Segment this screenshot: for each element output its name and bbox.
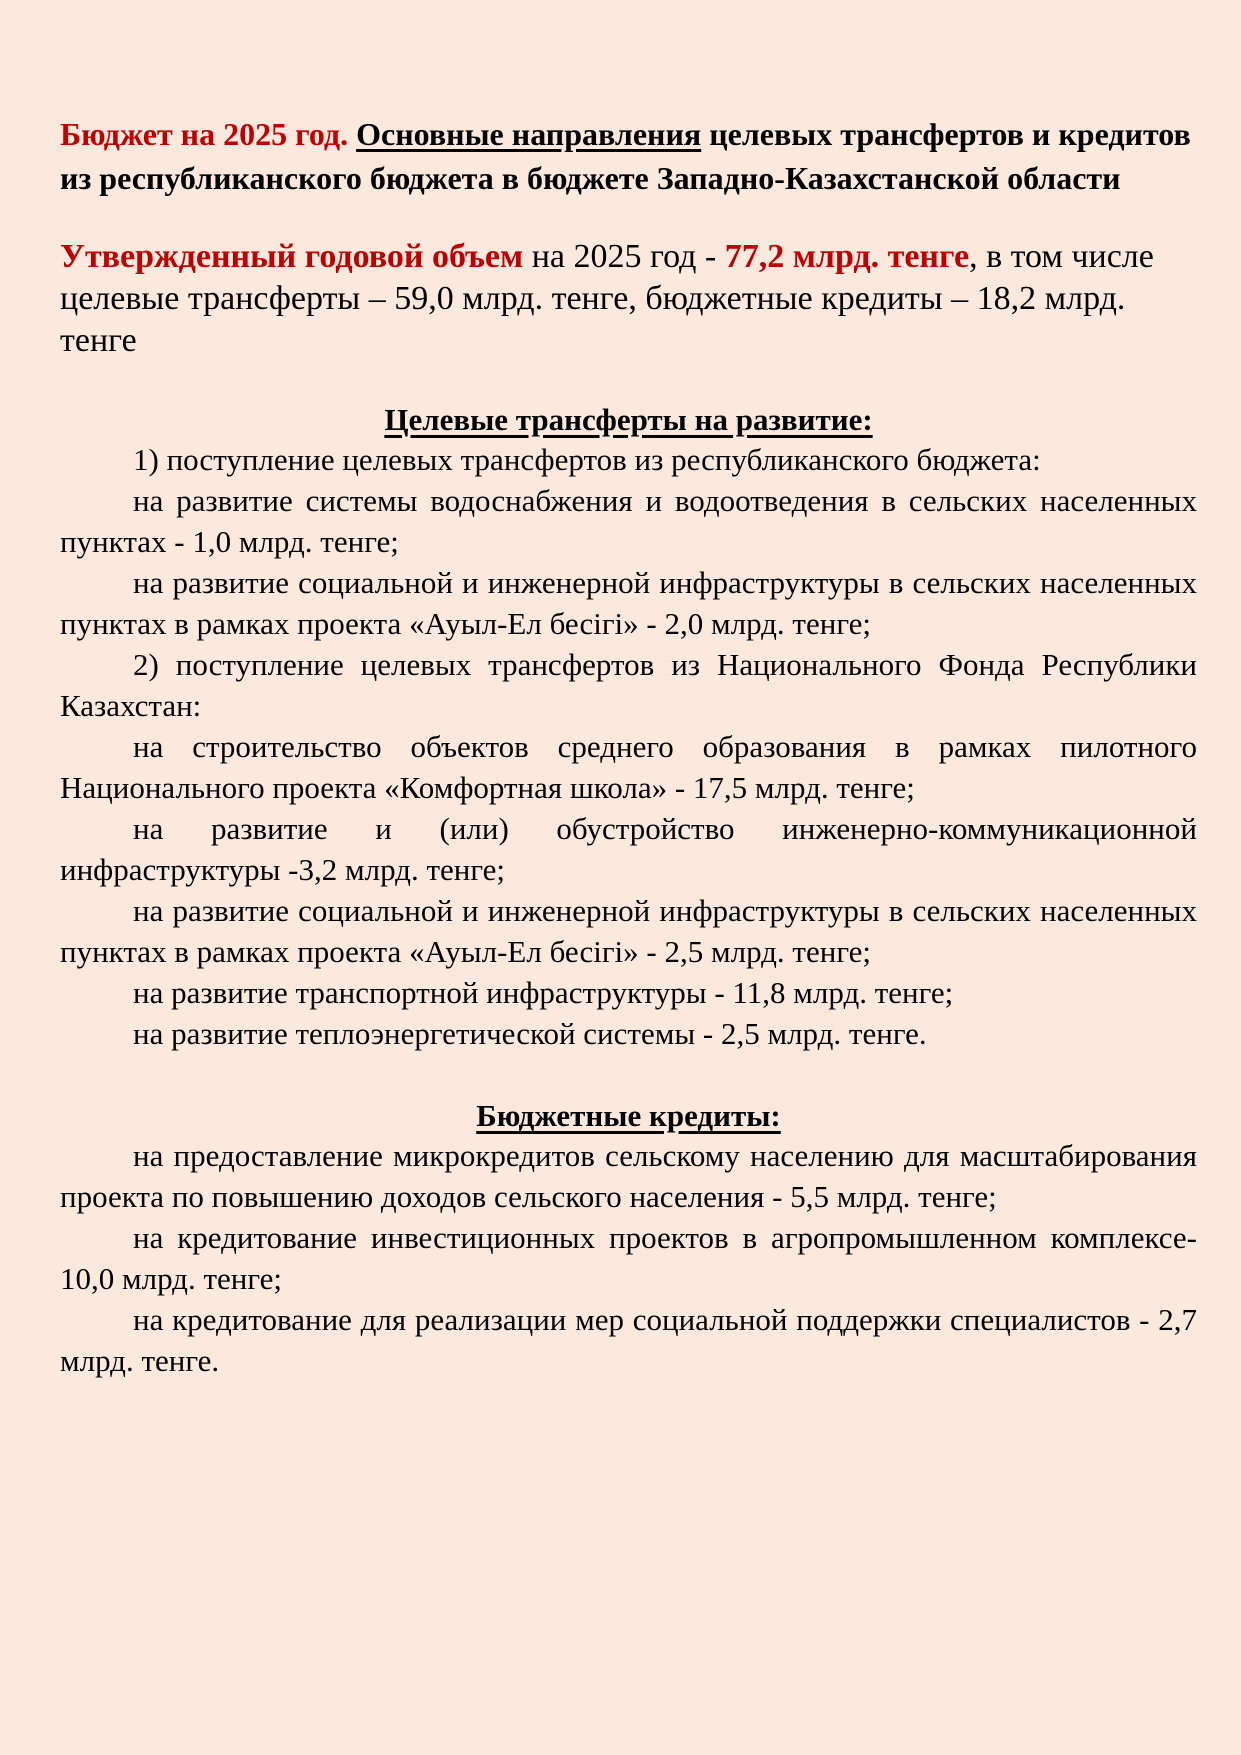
credits-paragraph: на кредитование для реализации мер социальной поддержки специалистов - 2,7 млрд. тенге. xyxy=(60,1302,1197,1378)
transfers-paragraph: 1) поступление целевых трансфертов из республиканского бюджета: xyxy=(133,442,1041,477)
transfers-paragraph: 2) поступление целевых трансфертов из Национального Фонда Республики Казахстан: xyxy=(60,647,1197,723)
summary-breakdown: , в том числе целевые трансферты – 59,0 млрд. тенге, бюджетные кредиты – 18,2 млрд. тенге xyxy=(60,238,1154,359)
transfers-paragraph: на развитие транспортной инфраструктуры - 11,8 млрд. тенге; xyxy=(133,975,954,1010)
transfers-heading: Целевые трансферты на развитие: xyxy=(384,402,873,437)
title-rest: целевых трансфертов и кредитов из республиканского бюджета в бюджете Западно-Казахстанской области xyxy=(60,116,1191,196)
title-main-directions: Основные направления xyxy=(356,116,702,152)
document-title xyxy=(60,112,1197,200)
summary-total: 77,2 млрд. тенге xyxy=(724,238,970,275)
title-year: Бюджет на 2025 год. xyxy=(60,116,349,152)
transfers-paragraph: на развитие и (или) обустройство инженерно-коммуникационной инфраструктуры -3,2 млрд. тенге; xyxy=(60,811,1197,887)
transfers-paragraph: на развитие системы водоснабжения и водоотведения в сельских населенных пунктах - 1,0 млрд. тенге; xyxy=(60,483,1197,559)
credits-list xyxy=(60,1135,1197,1381)
credits-heading: Бюджетные кредиты: xyxy=(476,1098,781,1133)
summary-paragraph xyxy=(60,236,1197,362)
transfers-paragraph: на строительство объектов среднего образования в рамках пилотного Национального проекта «Комфортная школа» - 17,5 млрд. тенге; xyxy=(60,729,1197,805)
transfers-list xyxy=(60,439,1197,1054)
transfers-paragraph: на развитие теплоэнергетической системы - 2,5 млрд. тенге. xyxy=(133,1016,927,1051)
credits-paragraph: на кредитование инвестиционных проектов в агропромышленном комплексе- 10,0 млрд. тенге; xyxy=(60,1220,1197,1296)
summary-mid: на 2025 год - xyxy=(531,238,717,275)
transfers-paragraph: на развитие социальной и инженерной инфраструктуры в сельских населенных пунктах в рамках проекта «Ауыл-Ел бесігі» - 2,0 млрд. тенге; xyxy=(60,565,1197,641)
summary-lead: Утвержденный годовой объем xyxy=(60,238,524,275)
transfers-paragraph: на развитие социальной и инженерной инфраструктуры в сельских населенных пунктах в рамках проекта «Ауыл-Ел бесігі» - 2,5 млрд. тенге; xyxy=(60,893,1197,969)
credits-paragraph: на предоставление микрокредитов сельскому населению для масштабирования проекта по повышению доходов сельского населения - 5,5 млрд. тенге; xyxy=(60,1138,1197,1214)
